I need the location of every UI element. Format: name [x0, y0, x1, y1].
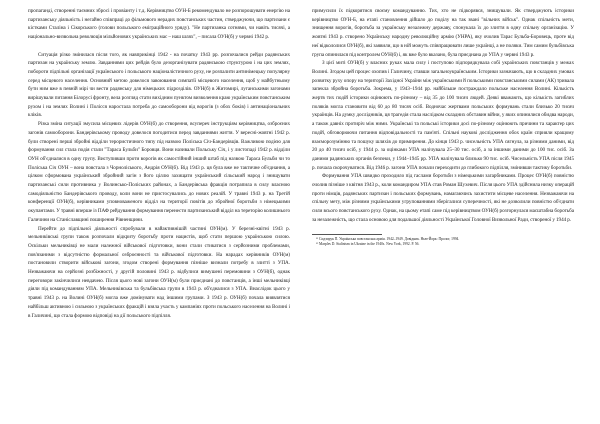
footnote-divider — [312, 234, 382, 235]
paragraph: пропаганді, створенні таємних збросі і провіанту і т.д. Керівництво ОУН-Б рекомендувало не розпорошувати енергію на партизанську діяльність і негайно співпраці до фільмового нерадих повстанських частин, стверджуючи, що партизани є кістками Сталіна і Сікорського (голови польського еміграційного уряду). "Не партизанка сотнями, чи навіть тисячі, а національно-визвольна революція мільйонових українських мас – наш шлях", – писала ОУН(б) у червні 1942 р. — [28, 8, 290, 41]
footnote: ¹¹ Сидзирук П. Українська повстанська армія. 1942–1949. Довідник. Нью-Йорк: Пролог, 1994. — [316, 236, 460, 241]
paragraph: Формування УПА швидко проходило під гаслами боротьби з німецькими загарбниками. Процес ОУН(б) повністю очолив пізніше з квітня 1943 р., коли командиром УПА став Роман Шухевич. Після цього УПА здійснила низку операцій проти німців, радянських партизан і польських формувань, намагаючись захистити місцеве населення. Незважаючи на спільну мету, між різними українськими угрупованнями зберігалися суперечності, які не дозволили повністю об'єднати сили всього повстанського руху. Однак, на цьому етапі саме під керівництвом ОУН(б) розгорнулася масштабна боротьба за незалежність, що стала основою для подальшої діяльності Української Головної Визвольної Ради, створеної у 1944 р. — [312, 173, 574, 223]
left-column — [28, 7, 290, 417]
paragraph: З цієї миті ОУН(б) у власних руках мала силу і поступово підпорядкувала собі українських повстанців у межах Волині. Згодом цей процес охопив і Галичину, ставши загальноукраїнським. Історики зазначають, що в складних умовах розвитку руху опору на території Західної України між українськими й польськими повстанськими силами (АК) тривала запекла збройна боротьба. Зокрема, у 1943–1944 рр. найбільше постраждало польське населення Волині. Кількість жертв тих подій історики оцінюють по-різному – від 35 до 100 тисяч людей. Деякі вважають, що кількість загиблих поляків могла становити від 60 до 80 тисяч осіб. Водночас жертвами польських формувань стали близько 20 тисяч українців. На думку дослідників, ця трагедія стала наслідком складних обставин війни, у яких опинилися обидва народи, а також давніх протиріч між ними. Українські та польські історики досі по-різному оцінюють причини та характер цих подій, обговорюючи питання відповідальності та пам'яті. Спільні наукові дослідження обох країн сприяли кращому взаєморозумінню та пошуку шляхів до примирення. До кінця 1943 р. чисельність УПА сягнула, за різними даними, від 20 до 40 тисяч осіб, у 1944 р. за оцінками УПА налічувала 25–30 тис. осіб, а за іншими даними до 100 тис. осіб. За даними радянських органів безпеки, у 1944–1945 рр. УПА налічувала близько 90 тис. осіб. Чисельність УПА після 1945 р. почала скорочуватися. Від 1946 р. загони УПА почали переходити до глибокого підпілля, змінивши тактику боротьби. — [312, 60, 574, 171]
paragraph: Перейти до підпільної діяльності спробували в найактивнішій частині ОУН(м). У березні-квітні 1943 р. мельниківські групи також розпочали відкриту боротьбу проти нацистів, щоб стати першою українською силою. Оскільки мельниківці не мали належної військової підготовки, вони стали стикатися з серйозними проблемами, пов'язаними з відсутністю формальної озброєнності та військової підготовки. На нарадах керівників ОУН(м) постановили створити військові загони, згодом створені формування пізніше визнали потребу в злитті з УПА. Незважаючи на серйозні розбіжності, у другій половині 1943 р. відбулися вимушені перемовини з ОУН(б), однак переговори закінчилися невдачею. Після цього нові загони ОУН(м) були приєднані до повстанців, а інші мельниківці діяли під командуванням УПА. Мельниківська та бульбівська групи в 1943 р. об'єдналися з УПА. Внаслідок цього у травні 1943 р. на Волині ОУН(б) могла вже домінувати над іншими групами. З 1943 р. ОУН(б) почала виявлятися найбільш активною і сильною з українських фракцій і взяла участь у кампаніях проти польського населення на Волині і в Галичині, що стала формою відповіді на дії польського підпілля. — [28, 225, 290, 319]
paragraph: Ситуація різко змінилася після того, як навприкінці 1942 - на початку 1943 рр. розпочалися рейди радянських партизан на українську землю. Завданнями цих рейдів було дезорганізувати радянською структурою і на цих землях, побороти підпільні організації українського і польського націоналістичного руху, не розпалити антинімецьку популярну серед місцевого населення. Основний метою довелося завоювання симпатії місцевого населення, щоб у майбутньому бути ним вже в певній мірі чи вести радянську для німецьких підрозділів. ОУН(б) в Житомирі, луганськими загонами вирішували питання Білорусі фронту, вела розгляд стати вихідним пунктом визволення краю українським повстанським рухом і на землях Волині і Полісся наростала потреба до самооборони від ворогів (з обох боків) і антинаціональних кліків. — [28, 51, 290, 119]
paragraph: примусили їх підкорятися своєму командуванню. Тих, хто не підкорявся, знищували. Як стверджують історики керівництво ОУН-Б, на етапі становлення дійшло до поділу на так звані "вільних військ". Однак спільність мети, знищення ворогів, боротьба за українську незалежну державу, спонукала їх до злиття в одну спільну організацію. У жовтні 1943 р. створено Українську народну революційну армію (УНРА), яку очолив Тарас Бульба-Боровець, проте від неї відкололися ОУН(б), які заявили, що в ній можуть співпрацювати лише українці, а не поляки. Тим самим бульбівська група опинилася під контролем ОУН(б) і, як вже було вказано, була приєднана до УПА у червні 1943 р. — [312, 8, 574, 58]
footnote: ¹² Marples D. Stalinism in Ukraine in the 1940s. New York, 1992. P. 56. — [316, 241, 420, 246]
footnotes — [312, 234, 574, 248]
right-column — [312, 7, 574, 417]
paragraph: Різка зміна ситуації змусила місцевих лідерів ОУН(б) до створення, всупереч інструкціям керівництва, озброєних загонів самооборони. Бандерівському проводу довелося погодитися перед завданнями життя. У вересні-жовтні 1942 р. були створені перші збройні відділи терористичного типу під назвою Поліська Січ-Бандерівців. Важливою подією для формування сил стала подія стали "Тараса Бульби" Боровця. Вони називали Польську Січ, і у листопаді 1942 р. відділи ОУН об'єдналися в одну групу. Виступивши проти ворогів як самостійний інший штаб під назвою Тараса Бульби чи то Поліська Січ ОУН – вона повстала з Чорноліського, Андрія ОУН(б). Від 1943 р. ця була вже не тактичне об'єднання, а цілком сформована український збройний загін з його ціллю захищати український сільський народ і знищувати партизанські сили противника у Волинсько-Поліських районах, а Бандерівська фракція потрапила в силу власною самодіяльністю Бандерівського проводу, коли вони не пристосувались до нових реалій. У травні 1943 р. на Третій конференції ОУН(б), керівниками уповноваженого відділ на території повітів до збройної боротьби з німецькими окупантами. У травні вперше із ПАФ рейдування формування перенести партизанський відділ на тереторію колишнього Галичини на Станіславщині поширення Рівненщини. — [28, 121, 290, 223]
